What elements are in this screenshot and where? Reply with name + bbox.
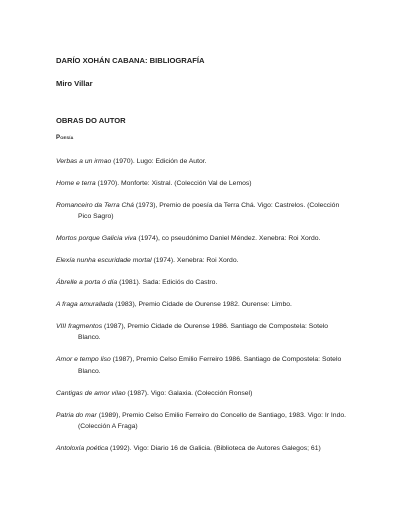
work-details: (1974). Xenebra: Roi Xordo. (151, 257, 239, 265)
bibliography-entry (56, 156, 352, 167)
bibliography-entry (56, 410, 352, 432)
work-details: (1983), Premio Cidade de Ourense 1982. Ourense: Limbo. (113, 301, 292, 309)
work-title: VIII fragmentos (56, 323, 103, 331)
work-details: (1970). Lugo: Edición de Autor. (111, 158, 207, 165)
work-details: (1989), Premio Celso Emilio Ferreiro do Concello de Santiago, 1983. Vigo: Ir Indo. (Colección A Fraga) (78, 411, 347, 430)
work-title: Antoloxía poética (56, 444, 109, 452)
bibliography-entry (56, 277, 352, 288)
work-details: (1992). Vigo: Diario 16 de Galicia. (Biblioteca de Autores Galegos; 61) (108, 444, 321, 452)
work-details: (1973), Premio de poesía da Terra Chá. Vigo: Castrelos. (Colección Pico Sagro) (78, 202, 340, 221)
subsection-heading: Poesía (56, 135, 74, 141)
work-details: (1970). Monforte: Xistral. (Colección Val de Lemos) (95, 180, 252, 187)
bibliography-entry (56, 178, 352, 189)
document-author: Miro Villar (56, 79, 93, 88)
bibliography-entry (56, 443, 352, 454)
work-title: Cantigas de amor vilao (56, 389, 126, 397)
work-title: Romanceiro da Terra Chá (56, 202, 134, 209)
work-details: (1987), Premio Cidade de Ourense 1986. Santiago de Compostela: Sotelo Blanco. (78, 323, 329, 342)
bibliography-entry (56, 255, 352, 266)
work-title: Mortos porque Galicia viva (56, 235, 137, 243)
work-details: (1987). Vigo: Galaxia. (Colección Ronsel) (125, 389, 253, 397)
work-title: Ábrelle a porta ó día (56, 279, 118, 287)
bibliography-entry (56, 354, 352, 376)
work-details: (1974), co pseudónimo Daniel Méndez. Xenebra: Roi Xordo. (136, 235, 321, 243)
work-title: Home e terra (56, 180, 96, 187)
bibliography-entry (56, 388, 352, 399)
document-title: DARÍO XOHÁN CABANA: BIBLIOGRAFÍA (56, 56, 205, 65)
work-title: A fraga amurallada (56, 301, 114, 309)
bibliography-entry (56, 233, 352, 244)
work-title: Verbas a un irmao (56, 158, 112, 165)
bibliography-entry (56, 299, 352, 310)
work-title: Patria do mar (56, 411, 97, 419)
bibliography-entry (56, 321, 352, 343)
bibliography-entry (56, 200, 352, 222)
work-title: Elexía nunha escuridade mortal (56, 257, 152, 265)
section-heading: OBRAS DO AUTOR (56, 116, 126, 125)
work-title: Amor e tempo liso (56, 356, 111, 364)
bibliography-list (56, 156, 352, 465)
work-details: (1987), Premio Celso Emilio Ferreiro 1986. Santiago de Compostela: Sotelo Blanco. (78, 356, 342, 375)
work-details: (1981). Sada: Ediciós do Castro. (117, 279, 218, 287)
